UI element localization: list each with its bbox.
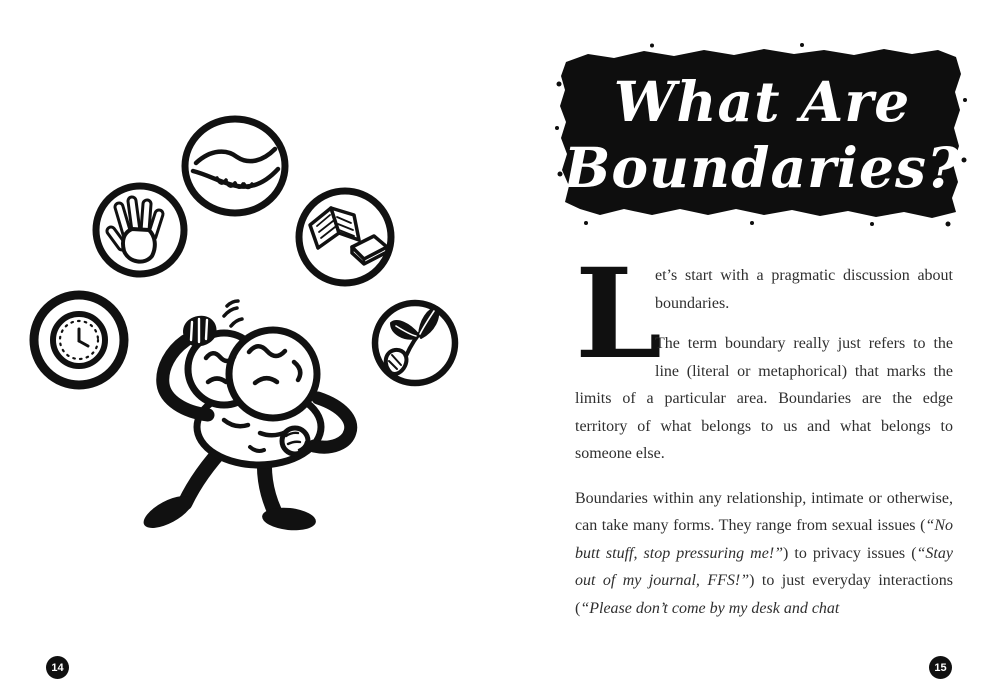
- seedling-icon: [375, 303, 455, 383]
- paragraph-3: [575, 485, 953, 623]
- clock-icon: [34, 295, 124, 385]
- paragraph-2: The term boundary really just refers to the line (literal or metaphorical) that marks the limits of a particular area. Boundaries are the edge territory of what belongs to us and what belongs to someone else.: [575, 335, 953, 462]
- chapter-title-line-1: What Are: [613, 69, 911, 134]
- body-text: [575, 242, 953, 622]
- quoted-example-text: “Please don’t come by my desk and chat: [580, 599, 840, 617]
- title-banner: [552, 42, 972, 228]
- quoted-example-text: “Stay out of my journal, FFS!”: [575, 544, 953, 589]
- paragraph-text: ) to just everyday interactions (: [575, 572, 953, 617]
- quoted-example-text: “No butt stuff, stop pressuring me!”: [575, 517, 953, 562]
- dropcap-letter: L: [575, 242, 663, 387]
- paragraph-text: ) to privacy issues (: [783, 544, 917, 562]
- palm-hand-icon: [96, 186, 184, 274]
- right-page: [500, 0, 1000, 700]
- page-number-left: 14: [46, 656, 69, 679]
- paragraph-1: et’s start with a pragmatic discussion about boundaries.: [655, 267, 953, 312]
- paragraph-text: Boundaries within any relationship, intimate or otherwise, can take many forms. They range from sexual issues (: [575, 489, 953, 534]
- books-icon: [299, 191, 391, 283]
- handshake-icon: [185, 119, 285, 213]
- page-number-right: 15: [929, 656, 952, 679]
- chapter-title: [552, 42, 972, 228]
- chapter-title-line-2: Boundaries?: [563, 135, 961, 200]
- brain-character: [139, 301, 351, 534]
